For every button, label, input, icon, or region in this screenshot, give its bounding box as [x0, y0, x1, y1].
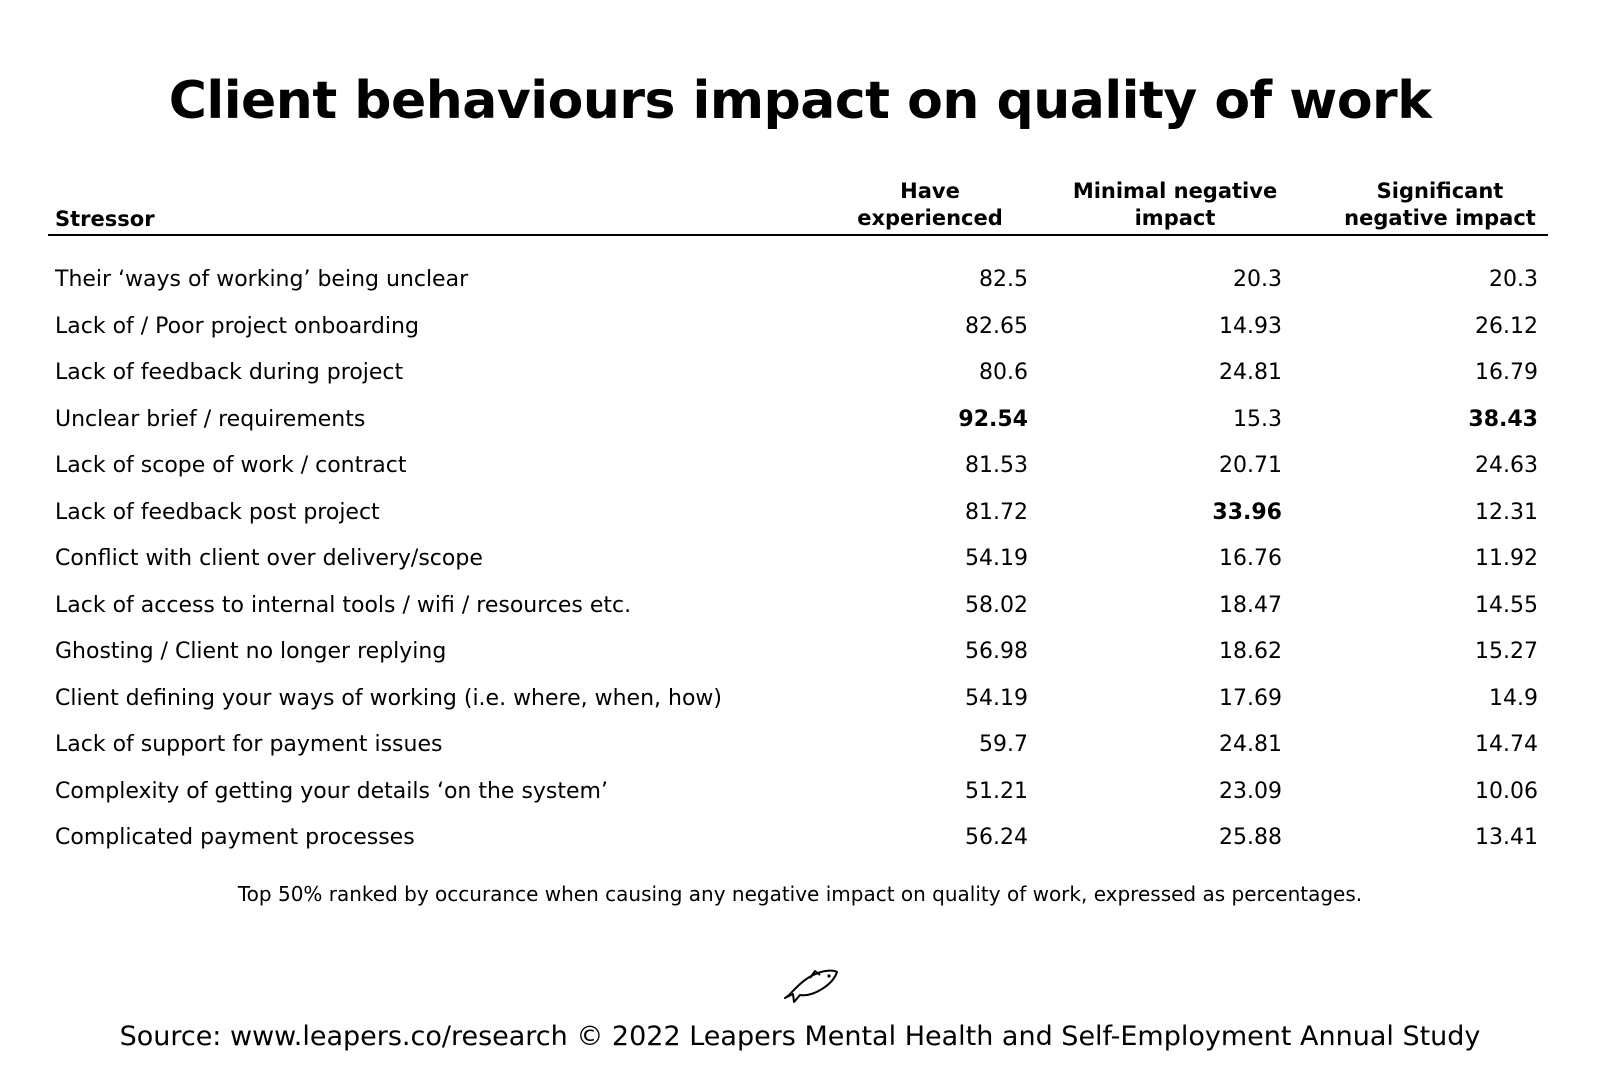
table-row — [0, 260, 1600, 300]
column-header-line: Have — [900, 179, 960, 203]
column-header-line: Significant — [1376, 179, 1504, 203]
have-experienced-value: 80.6 — [979, 360, 1028, 385]
table-row — [0, 818, 1600, 858]
source-citation: Source: www.leapers.co/research © 2022 Leapers Mental Health and Self-Employment Annual Study — [119, 1021, 1481, 1052]
minimal-impact-value: 18.47 — [1219, 592, 1282, 618]
minimal-impact-value: 33.96 — [1212, 499, 1282, 525]
minimal-impact-value: 23.09 — [1219, 778, 1282, 804]
significant-impact-value: 24.63 — [1475, 453, 1538, 478]
significant-impact-value: 14.74 — [1475, 732, 1538, 757]
minimal-impact-value: 20.3 — [1233, 267, 1282, 292]
have-experienced-value: 92.54 — [958, 406, 1028, 432]
minimal-impact-value: 18.62 — [1219, 639, 1282, 664]
column-header-line: impact — [1134, 206, 1216, 230]
column-header-have-experienced — [830, 178, 1030, 232]
column-header-line: experienced — [857, 206, 1003, 230]
leaping-fish-icon — [782, 962, 840, 1004]
have-experienced-value: 51.21 — [965, 778, 1028, 804]
minimal-impact-value: 24.81 — [1219, 732, 1282, 757]
table-row — [0, 539, 1600, 579]
significant-impact-value: 15.27 — [1475, 639, 1538, 664]
table-row — [0, 353, 1600, 393]
significant-impact-value: 14.9 — [1489, 685, 1538, 711]
significant-impact-value: 10.06 — [1475, 778, 1538, 804]
have-experienced-value: 56.24 — [965, 825, 1028, 850]
significant-impact-value: 13.41 — [1475, 825, 1538, 850]
significant-impact-value: 16.79 — [1475, 360, 1538, 385]
column-header-significant-negative-impact — [1320, 178, 1560, 232]
have-experienced-value: 58.02 — [965, 592, 1028, 618]
significant-impact-value: 20.3 — [1489, 267, 1538, 292]
minimal-impact-value: 24.81 — [1219, 360, 1282, 385]
stressor-label: Lack of feedback during project — [55, 360, 404, 385]
stressor-label: Lack of / Poor project onboarding — [55, 313, 419, 339]
have-experienced-value: 54.19 — [965, 685, 1028, 711]
table-row — [0, 446, 1600, 486]
stressor-label: Lack of access to internal tools / wifi / resources etc. — [55, 592, 632, 618]
have-experienced-value: 82.65 — [965, 313, 1028, 339]
column-header-line: negative impact — [1344, 206, 1536, 230]
have-experienced-value: 56.98 — [965, 639, 1028, 664]
have-experienced-value: 81.72 — [965, 499, 1028, 525]
stressor-label: Conflict with client over delivery/scope — [55, 546, 483, 571]
chart-title: Client behaviours impact on quality of work — [168, 71, 1432, 131]
minimal-impact-value: 14.93 — [1219, 313, 1282, 339]
column-header-line: Minimal negative — [1072, 179, 1278, 203]
stressor-label: Lack of scope of work / contract — [55, 453, 407, 478]
header-divider — [48, 234, 1548, 236]
have-experienced-value: 81.53 — [965, 453, 1028, 478]
stressor-label: Complicated payment processes — [55, 825, 415, 850]
significant-impact-value: 12.31 — [1475, 499, 1538, 525]
have-experienced-value: 54.19 — [965, 546, 1028, 571]
stressor-label: Ghosting / Client no longer replying — [55, 639, 447, 664]
table-row — [0, 679, 1600, 719]
stressor-label: Complexity of getting your details ‘on the system’ — [55, 778, 608, 804]
minimal-impact-value: 15.3 — [1233, 406, 1282, 432]
stressor-label: Lack of feedback post project — [55, 499, 380, 525]
significant-impact-value: 14.55 — [1475, 592, 1538, 618]
significant-impact-value: 26.12 — [1475, 313, 1538, 339]
minimal-impact-value: 17.69 — [1219, 685, 1282, 711]
table-row — [0, 632, 1600, 672]
table-row — [0, 586, 1600, 626]
significant-impact-value: 38.43 — [1468, 406, 1538, 432]
minimal-impact-value: 20.71 — [1219, 453, 1282, 478]
table-row — [0, 493, 1600, 533]
stressor-label: Client defining your ways of working (i.e. where, when, how) — [55, 685, 723, 711]
stressor-label: Their ‘ways of working’ being unclear — [55, 267, 469, 292]
have-experienced-value: 59.7 — [979, 732, 1028, 757]
significant-impact-value: 11.92 — [1475, 546, 1538, 571]
column-header-stressor: Stressor — [55, 207, 155, 231]
table-note: Top 50% ranked by occurance when causing any negative impact on quality of work, expressed as percentages. — [237, 882, 1363, 906]
table-row — [0, 772, 1600, 812]
stressor-label: Unclear brief / requirements — [55, 406, 366, 432]
table-row — [0, 307, 1600, 347]
minimal-impact-value: 25.88 — [1219, 825, 1282, 850]
minimal-impact-value: 16.76 — [1219, 546, 1282, 571]
stressor-label: Lack of support for payment issues — [55, 732, 443, 757]
have-experienced-value: 82.5 — [979, 267, 1028, 292]
table-row — [0, 400, 1600, 440]
column-header-minimal-negative-impact — [1055, 178, 1295, 232]
table-row — [0, 725, 1600, 765]
